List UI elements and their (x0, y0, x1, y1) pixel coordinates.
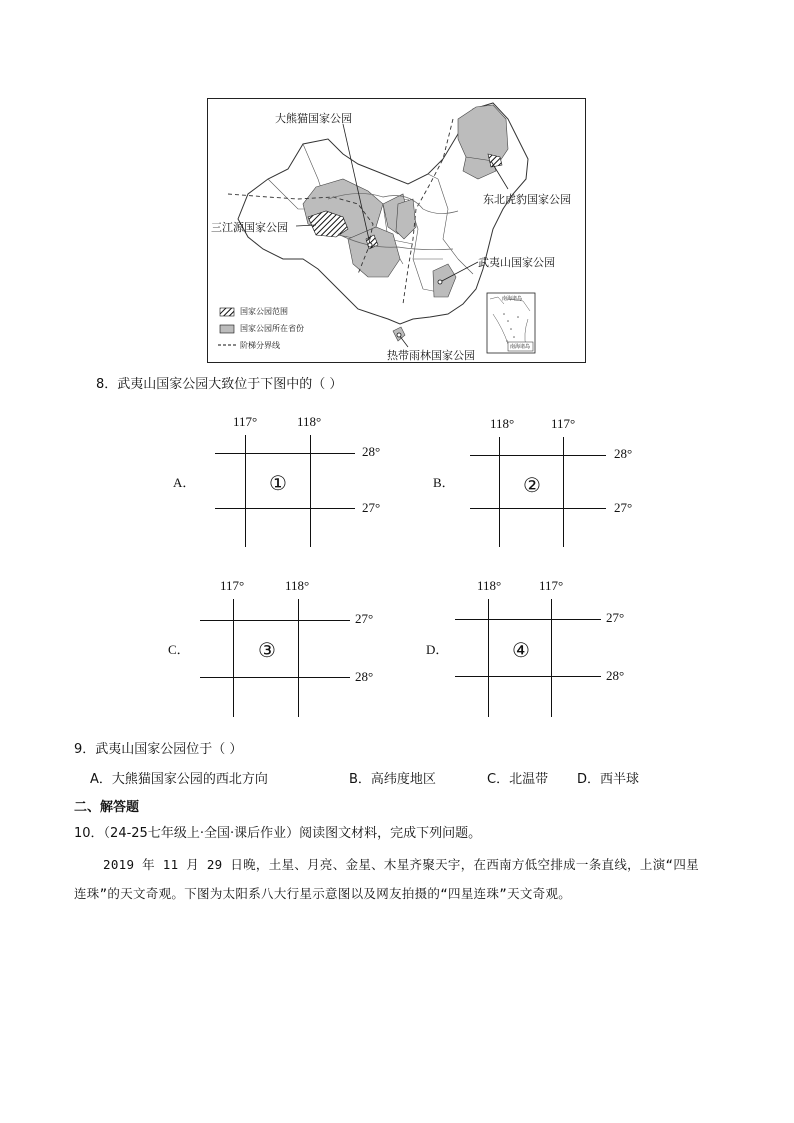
option-b-meridian-left (499, 437, 500, 547)
option-a-parallel-top (215, 453, 355, 454)
option-a-lon-right: 118° (297, 414, 322, 429)
option-d-meridian-right (551, 599, 552, 717)
option-c-parallel-bottom (200, 677, 350, 678)
option-b-lat-bottom: 27° (614, 500, 633, 515)
option-b-lon-left: 118° (490, 416, 515, 431)
option-b-letter: B． (433, 475, 455, 490)
option-a-parallel-bottom (215, 508, 355, 509)
option-a-meridian-right (310, 435, 311, 547)
option-d-lat-top: 27° (606, 610, 625, 625)
province-heilongjiang (458, 105, 508, 163)
inset-title: 南海诸岛 (502, 296, 523, 302)
option-a-grid[interactable] (170, 410, 400, 550)
option-d-grid[interactable] (423, 575, 653, 720)
option-b-parallel-top (470, 455, 606, 456)
option-a-meridian-left (245, 435, 246, 547)
option-c-lon-left: 117° (220, 578, 245, 593)
question-8-stem: 8．武夷山国家公园大致位于下图中的（ ） (96, 377, 343, 392)
option-a-lat-top: 28° (362, 444, 381, 459)
option-a-lon-left: 117° (233, 414, 258, 429)
option-c-meridian-right (298, 599, 299, 717)
option-d-letter: D． (426, 642, 449, 657)
legend-range-label: 国家公园范围 (240, 307, 288, 316)
option-b-grid[interactable] (430, 412, 660, 552)
option-c-lon-right: 118° (285, 578, 310, 593)
option-b-circled-number: ② (523, 473, 541, 497)
question-10-stem: 10．（24-25七年级上·全国·课后作业）阅读图文材料，完成下列问题。 (74, 826, 482, 841)
option-b-lat-top: 28° (614, 446, 633, 461)
label-wuyishan-park: 武夷山国家公园 (478, 256, 555, 269)
question-9-option-c[interactable]: C．北温带 (487, 772, 549, 787)
option-a-circled-number: ① (269, 471, 287, 495)
option-c-grid[interactable] (165, 575, 395, 720)
option-d-parallel-bottom (455, 676, 601, 677)
option-d-lat-bottom: 28° (606, 668, 625, 683)
label-tiger-park: 东北虎豹国家公园 (483, 193, 571, 206)
section-2-heading: 二、解答题 (74, 800, 140, 815)
option-b-meridian-right (563, 437, 564, 547)
option-c-lat-top: 27° (355, 611, 374, 626)
option-b-lon-right: 117° (551, 416, 576, 431)
option-b-parallel-bottom (470, 508, 606, 509)
legend-hatch-swatch (220, 308, 234, 316)
option-c-parallel-top (200, 620, 350, 621)
china-national-parks-map (207, 98, 586, 363)
label-sanjiangyuan-park: 三江源国家公园 (211, 221, 288, 234)
option-a-letter: A． (173, 475, 196, 490)
option-a-lat-bottom: 27° (362, 500, 381, 515)
option-d-meridian-left (488, 599, 489, 717)
option-d-circled-number: ④ (512, 638, 530, 662)
legend-grey-swatch (220, 325, 234, 333)
legend-province-label: 国家公园所在省份 (240, 324, 304, 333)
option-d-lon-left: 118° (477, 578, 502, 593)
question-9-stem: 9．武夷山国家公园位于（ ） (74, 742, 243, 757)
question-9-option-b[interactable]: B．高纬度地区 (349, 772, 436, 787)
option-d-parallel-top (455, 619, 601, 620)
inset-caption: 南海诸岛 (510, 344, 531, 350)
option-c-lat-bottom: 28° (355, 669, 374, 684)
option-d-lon-right: 117° (539, 578, 564, 593)
option-c-meridian-left (233, 599, 234, 717)
label-rainforest-park: 热带雨林国家公园 (387, 349, 475, 362)
question-9-option-d[interactable]: D．西半球 (577, 772, 640, 787)
question-10-paragraph-line-1: 2019 年 11 月 29 日晚，土星、月亮、金星、木星齐聚天宇，在西南方低空排成一条直线，上演“四星 (103, 857, 699, 872)
legend-boundary-label: 阶梯分界线 (240, 341, 280, 350)
question-9-option-a[interactable]: A．大熊猫国家公园的西北方向 (90, 772, 268, 787)
option-c-letter: C． (168, 642, 190, 657)
question-10-paragraph-line-2: 连珠”的天文奇观。下图为太阳系八大行星示意图以及网友拍摄的“四星连珠”天文奇观。 (74, 886, 572, 901)
label-panda-park: 大熊猫国家公园 (275, 112, 352, 125)
option-c-circled-number: ③ (258, 638, 276, 662)
